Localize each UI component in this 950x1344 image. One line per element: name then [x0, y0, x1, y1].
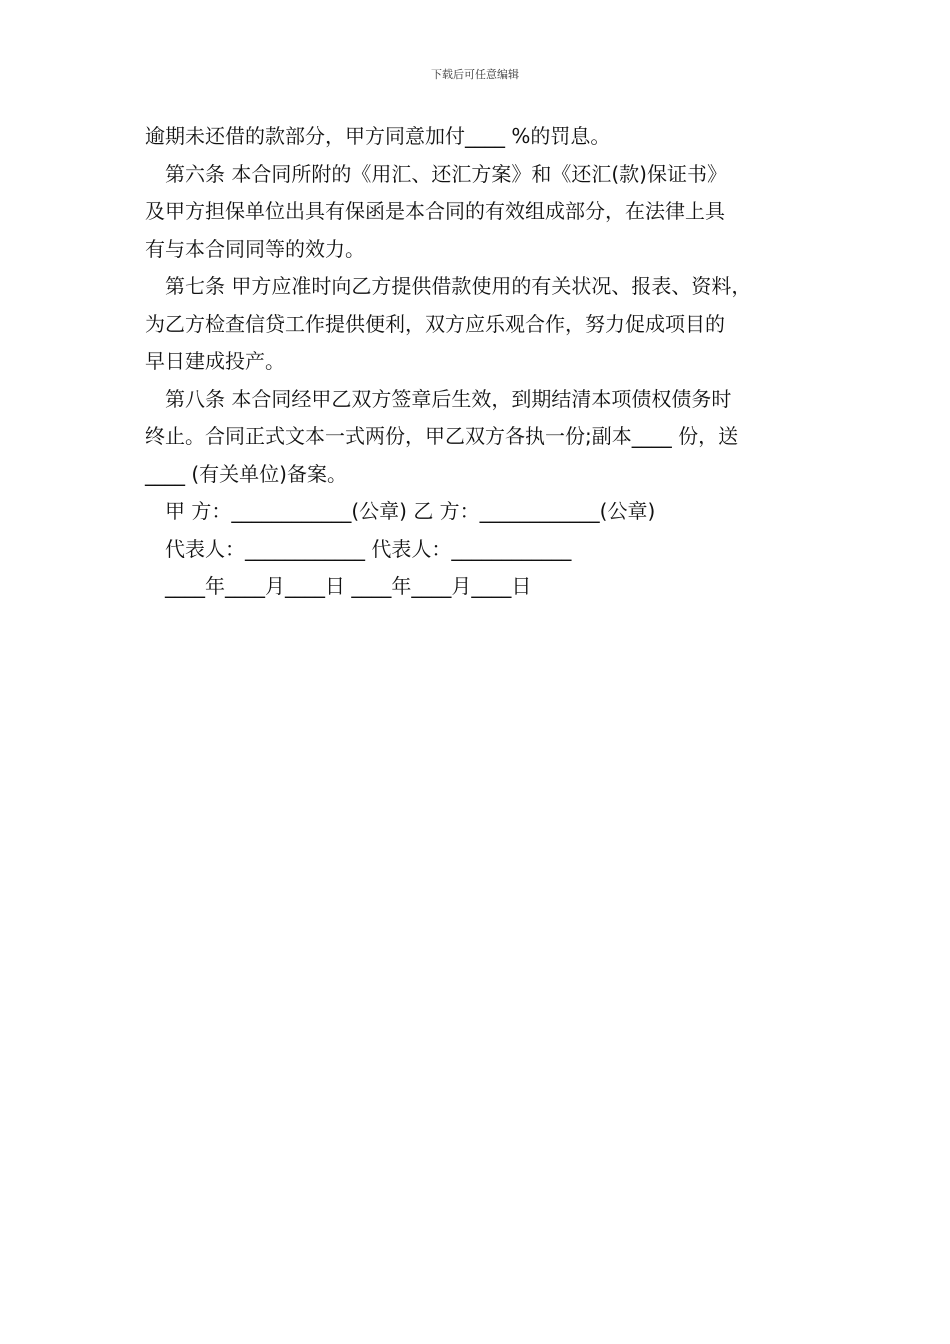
signature-dates-line: ____年____月____日 ____年____月____日: [165, 574, 532, 598]
body-line: 早日建成投产。: [145, 349, 285, 373]
body-line: 为乙方检查信贷工作提供便利，双方应乐观合作，努力促成项目的: [145, 311, 725, 336]
body-line: 终止。合同正式文本一式两份，甲乙双方各执一份;副本____ 份，送: [145, 424, 739, 448]
article-6-line: 第六条 本合同所附的《用汇、还汇方案》和《还汇(款)保证书》: [165, 161, 727, 186]
contract-body: [145, 118, 835, 606]
article-7-line: 第七条 甲方应准时向乙方提供借款使用的有关状况、报表、资料，: [165, 274, 752, 298]
signature-representatives-line: 代表人：____________ 代表人：____________: [165, 536, 572, 561]
body-line: 逾期未还借的款部分，甲方同意加付____ %的罚息。: [145, 124, 611, 148]
body-line: 及甲方担保单位出具有保函是本合同的有效组成部分，在法律上具: [145, 199, 725, 223]
header-note: 下载后可任意编辑: [431, 68, 519, 81]
article-8-line: 第八条 本合同经甲乙双方签章后生效，到期结清本项债权债务时: [165, 386, 732, 411]
body-line: ____ (有关单位)备案。: [145, 461, 347, 486]
signature-parties-line: 甲 方：____________(公章) 乙 方：____________(公章): [165, 499, 656, 523]
body-line: 有与本合同同等的效力。: [145, 236, 365, 261]
